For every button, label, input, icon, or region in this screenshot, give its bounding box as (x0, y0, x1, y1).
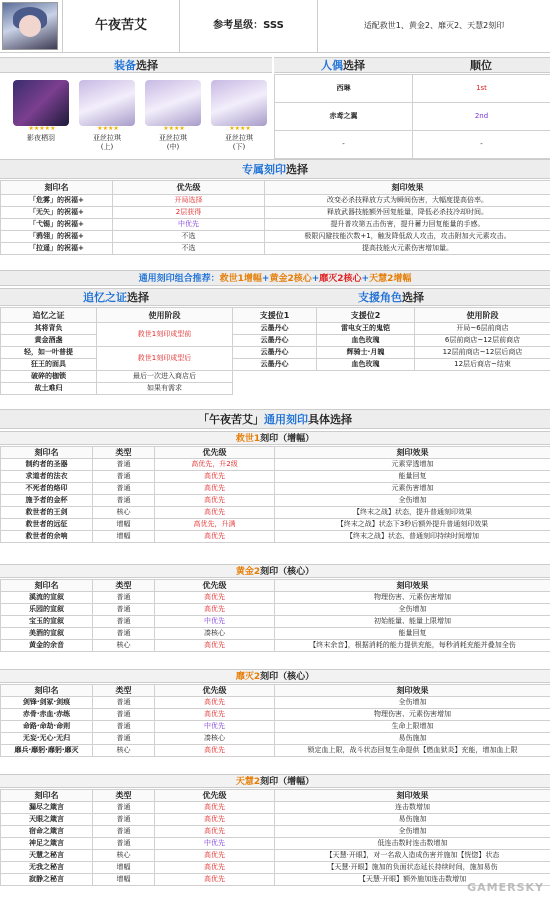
imprint-effect: 连击数增加 (275, 802, 550, 814)
col-header: 刻印名 (1, 790, 93, 802)
exclusive-effect: 提高技能火元素伤害增加量。 (265, 243, 550, 255)
group-title-word: 刻印 (260, 672, 279, 682)
imprint-name: 漏尽之箴言 (1, 802, 93, 814)
imprint-effect: 元素穿透增加 (275, 459, 550, 471)
exclusive-priority: 中优先 (113, 219, 265, 231)
col-header: 优先级 (155, 580, 275, 592)
memory-name: 故土难归 (1, 383, 97, 395)
imprint-effect: 易伤施加 (275, 733, 550, 745)
imprint-name: 溪流的宣叙 (1, 592, 93, 604)
group-title (0, 564, 550, 578)
imprint-type: 普通 (93, 495, 155, 507)
exclusive-priority: 2层获得 (113, 207, 265, 219)
section-support-highlight: 支援角色 (358, 291, 402, 304)
section-support-suffix: 选择 (402, 291, 424, 304)
imprint-type: 普通 (93, 471, 155, 483)
imprint-effect: 【天慧·开眼】，对一名敌人造成伤害并施加【恍惚】状态 (275, 850, 550, 862)
imprint-effect: 锁定血上限，战斗状态回复生命提供【燃血狱炎】充能，增加血上限 (275, 745, 550, 757)
imprint-type: 增幅 (93, 874, 155, 886)
imprint-name: 救世者的王剑 (1, 507, 93, 519)
equipment-label: 影夜栖羽 (27, 134, 55, 142)
combo-plus: + (261, 274, 270, 284)
imprint-priority: 高优先 (155, 592, 275, 604)
exclusive-effect: 释放武器技能额外回复能量，降低必杀技冷却时间。 (265, 207, 550, 219)
imprint-effect: 初始能量、能量上限增加 (275, 616, 550, 628)
imprint-effect: 全伤增加 (275, 697, 550, 709)
combo-prefix: 通用刻印组合推荐： (138, 274, 220, 284)
memory-name: 破碎的枷锁 (1, 371, 97, 383)
imprint-effect: 元素伤害增加 (275, 483, 550, 495)
imprint-effect: 【天慧·开眼】额外施加连击数增加 (275, 874, 550, 886)
star-icons: ★★★★ (229, 125, 251, 132)
col-header: 使用阶段 (415, 308, 550, 323)
combo-plus: + (311, 274, 320, 284)
imprint-priority: 高优先 (155, 471, 275, 483)
imprint-effect: 【终末余音】，根据消耗的能力提供充能，每秒消耗充能并叠加全伤 (275, 640, 550, 652)
imprint-name: 剑锋·剑冢·剑痕 (1, 697, 93, 709)
doll-rank: - (413, 131, 550, 159)
section-general-highlight: 通用刻印 (264, 413, 308, 426)
doll-name: 西琳 (275, 75, 413, 103)
group-title (0, 774, 550, 788)
imprint-priority: 高优先 (155, 862, 275, 874)
imprint-type: 普通 (93, 604, 155, 616)
star-icons: ★★★★★ (28, 125, 56, 132)
imprint-effect: 全伤增加 (275, 826, 550, 838)
imprint-name: 宿命之箴言 (1, 826, 93, 838)
col-header: 类型 (93, 790, 155, 802)
group-title-type: （核心） (278, 567, 315, 577)
col-header: 刻印效果 (265, 181, 550, 195)
support-slot-1: 云墨丹心 (233, 347, 317, 359)
section-general-prefix: 「午夜苦艾」 (198, 413, 264, 426)
section-general-suffix: 具体选择 (308, 413, 352, 426)
col-header: 优先级 (113, 181, 265, 195)
group-title-highlight: 靡灭2 (235, 672, 261, 682)
imprint-type: 普通 (93, 483, 155, 495)
weapon-image (13, 80, 69, 126)
section-doll (274, 57, 412, 73)
imprint-effect: 物理伤害、元素伤害增加 (275, 709, 550, 721)
imprint-name: 制约者的圣器 (1, 459, 93, 471)
memory-table (0, 307, 233, 395)
support-slot-2: 血色玫瑰 (317, 335, 415, 347)
imprint-priority: 高优先 (155, 604, 275, 616)
col-header: 刻印效果 (275, 447, 550, 459)
col-header: 类型 (93, 685, 155, 697)
imprint-type: 普通 (93, 459, 155, 471)
combo-item: 天慧2增幅 (369, 274, 412, 284)
imprint-effect: 【终末之战】状态，提升普通刻印效果 (275, 507, 550, 519)
imprint-effect: 全伤增加 (275, 495, 550, 507)
section-exclusive (0, 159, 550, 179)
imprint-priority: 高优先 (155, 850, 275, 862)
col-header: 类型 (93, 447, 155, 459)
group-title-type: （增幅） (278, 434, 315, 444)
section-equip-highlight: 装备 (114, 59, 136, 72)
exclusive-priority: 开局选择 (113, 195, 265, 207)
imprint-name: 寂静之秘言 (1, 874, 93, 886)
combo-item: 黄金2核心 (269, 274, 312, 284)
col-header: 追忆之证 (1, 308, 97, 323)
col-header: 优先级 (155, 685, 275, 697)
doll-table (274, 74, 550, 159)
stigma-image (145, 80, 201, 126)
memory-stage: 救世1刻印成型后 (97, 347, 233, 371)
support-table (232, 307, 550, 371)
equipment-label: 亚丝拉琪 (中) (159, 134, 187, 151)
imprint-type: 核心 (93, 745, 155, 757)
imprint-effect: 能量回复 (275, 471, 550, 483)
imprint-type: 核心 (93, 850, 155, 862)
memory-name: 其将背负 (1, 323, 97, 335)
imprint-priority: 高优先 (155, 814, 275, 826)
group-table (0, 789, 550, 886)
exclusive-effect: 改变必杀技释放方式为瞬间伤害，大幅度提高倍率。 (265, 195, 550, 207)
imprint-name: 美酒的宣叙 (1, 628, 93, 640)
memory-stage: 最后一次进入商店后 (97, 371, 233, 383)
imprint-type: 普通 (93, 616, 155, 628)
combo-recommendation (0, 270, 550, 286)
exclusive-name: 「弋锡」的祝福+ (1, 219, 113, 231)
support-stage: 12层前商店~12层后商店 (415, 347, 550, 359)
col-header: 使用阶段 (97, 308, 233, 323)
support-slot-1: 云墨丹心 (233, 323, 317, 335)
imprint-priority: 高优先，升2级 (155, 459, 275, 471)
character-avatar (2, 2, 58, 50)
exclusive-priority: 不选 (113, 231, 265, 243)
stigma-image (79, 80, 135, 126)
star-rating: 参考星级：SSS (180, 0, 318, 52)
col-header: 刻印名 (1, 181, 113, 195)
imprint-name: 施予者的金杯 (1, 495, 93, 507)
memory-stage: 救世1刻印成型前 (97, 323, 233, 347)
imprint-effect: 低连击数时连击数增加 (275, 838, 550, 850)
support-slot-2: 血色玫瑰 (317, 359, 415, 371)
imprint-priority: 中优先 (155, 721, 275, 733)
section-equip (0, 57, 272, 73)
support-slot-2: 雷电女王的鬼铠 (317, 323, 415, 335)
col-header: 刻印效果 (275, 580, 550, 592)
col-header: 刻印名 (1, 447, 93, 459)
group-title-type: （增幅） (278, 777, 315, 787)
imprint-name: 命路·命劫·命则 (1, 721, 93, 733)
group-title-word: 刻印 (260, 567, 279, 577)
imprint-type: 增幅 (93, 531, 155, 543)
equipment-card (10, 76, 72, 156)
group-title-word: 刻印 (260, 434, 279, 444)
combo-item: 救世1增幅 (219, 274, 262, 284)
imprint-type: 普通 (93, 733, 155, 745)
imprint-priority: 高优先 (155, 826, 275, 838)
imprint-name: 救世者的远征 (1, 519, 93, 531)
imprint-type: 增幅 (93, 862, 155, 874)
equipment-card (76, 76, 138, 156)
section-general (0, 409, 550, 429)
imprint-type: 普通 (93, 721, 155, 733)
imprint-type: 增幅 (93, 519, 155, 531)
section-equip-suffix: 选择 (136, 59, 158, 72)
exclusive-effect: 极限闪避技能次数+1，触发降低敌人攻击，攻击附加火元素攻击。 (265, 231, 550, 243)
group-title-highlight: 黄金2 (235, 567, 261, 577)
group-title-word: 刻印 (260, 777, 279, 787)
section-memory-suffix: 选择 (127, 291, 149, 304)
imprint-type: 普通 (93, 826, 155, 838)
imprint-effect: 能量回复 (275, 628, 550, 640)
imprint-effect: 【天慧·开眼】施加的负面状态延长持续时间，施加易伤 (275, 862, 550, 874)
doll-name: 赤鸢之翼 (275, 103, 413, 131)
exclusive-name: 「危雾」的祝福+ (1, 195, 113, 207)
imprint-priority: 中优先 (155, 616, 275, 628)
group-title-highlight: 天慧2 (235, 777, 261, 787)
imprint-name: 宝玉的宣叙 (1, 616, 93, 628)
imprint-name: 天眼之箴言 (1, 814, 93, 826)
col-header: 优先级 (155, 447, 275, 459)
imprint-effect: 生命上限增加 (275, 721, 550, 733)
imprint-effect: 物理伤害、元素伤害增加 (275, 592, 550, 604)
combo-plus: + (361, 274, 370, 284)
imprint-type: 普通 (93, 709, 155, 721)
col-header: 刻印效果 (275, 790, 550, 802)
imprint-name: 救世者的余响 (1, 531, 93, 543)
exclusive-priority: 不选 (113, 243, 265, 255)
imprint-type: 核心 (93, 507, 155, 519)
imprint-name: 求道者的法衣 (1, 471, 93, 483)
section-doll-highlight: 人偶 (321, 59, 343, 72)
group-title (0, 669, 550, 683)
imprint-priority: 高优先，升满 (155, 519, 275, 531)
imprint-priority: 高优先 (155, 709, 275, 721)
header (0, 0, 550, 53)
character-name: 午夜苦艾 (62, 0, 180, 52)
equipment-label: 亚丝拉琪 (上) (93, 134, 121, 151)
imprint-name: 天慧之秘言 (1, 850, 93, 862)
group-title-type: （核心） (278, 672, 315, 682)
combo-item: 靡灭2核心 (319, 274, 362, 284)
group-title (0, 431, 550, 445)
imprint-priority: 高优先 (155, 495, 275, 507)
equipment-label: 亚丝拉琪 (下) (225, 134, 253, 151)
memory-name: 轻，如一叶普提 (1, 347, 97, 359)
watermark: GAMERSKY (467, 881, 544, 894)
section-doll-suffix: 选择 (343, 59, 365, 72)
fit-imprints: 适配救世1、黄金2、靡灭2、天慧2刻印 (363, 21, 505, 30)
imprint-type: 普通 (93, 628, 155, 640)
support-stage: 12层后商店~结束 (415, 359, 550, 371)
imprint-name: 黄金的余音 (1, 640, 93, 652)
exclusive-name: 「鸦翎」的祝福+ (1, 231, 113, 243)
section-support (232, 288, 550, 306)
imprint-name: 赤骨·赤血·赤练 (1, 709, 93, 721)
star-icons: ★★★★ (163, 125, 185, 132)
memory-name: 狂王的面具 (1, 359, 97, 371)
col-header: 刻印名 (1, 685, 93, 697)
equipment-card (208, 76, 270, 156)
imprint-priority: 中优先 (155, 838, 275, 850)
exclusive-name: 「拉遥」的祝福+ (1, 243, 113, 255)
doll-rank: 1st (413, 75, 550, 103)
exclusive-table (0, 180, 550, 255)
imprint-type: 核心 (93, 640, 155, 652)
doll-rank: 2nd (413, 103, 550, 131)
col-header: 刻印效果 (275, 685, 550, 697)
imprint-priority: 高优先 (155, 874, 275, 886)
col-header: 刻印名 (1, 580, 93, 592)
section-exclusive-highlight: 专属刻印 (242, 163, 286, 176)
group-title-highlight: 救世1 (235, 434, 261, 444)
imprint-priority: 高优先 (155, 507, 275, 519)
section-memory-highlight: 追忆之证 (83, 291, 127, 304)
support-stage: 6层前商店~12层前商店 (415, 335, 550, 347)
imprint-type: 普通 (93, 802, 155, 814)
doll-name: - (275, 131, 413, 159)
exclusive-name: 「无矢」的祝福+ (1, 207, 113, 219)
imprint-priority: 高优先 (155, 640, 275, 652)
col-header: 支援位1 (233, 308, 317, 323)
group-table (0, 579, 550, 652)
support-stage: 开局~6层前商店 (415, 323, 550, 335)
imprint-name: 无我之秘言 (1, 862, 93, 874)
imprint-type: 普通 (93, 697, 155, 709)
imprint-effect: 易伤施加 (275, 814, 550, 826)
imprint-type: 普通 (93, 838, 155, 850)
group-table (0, 446, 550, 543)
imprint-priority: 高优先 (155, 483, 275, 495)
imprint-name: 靡兵·靡躬·靡躬·靡灭 (1, 745, 93, 757)
stigma-image (211, 80, 267, 126)
col-header: 优先级 (155, 790, 275, 802)
imprint-priority: 凑核心 (155, 628, 275, 640)
avatar-face (19, 15, 41, 37)
star-icons: ★★★★ (97, 125, 119, 132)
equipment-card (142, 76, 204, 156)
imprint-priority: 凑核心 (155, 733, 275, 745)
support-slot-1: 云墨丹心 (233, 359, 317, 371)
group-table (0, 684, 550, 757)
equipment-row (0, 74, 272, 158)
support-slot-1: 云墨丹心 (233, 335, 317, 347)
imprint-effect: 【终末之战】状态、普通刻印持续时间增加 (275, 531, 550, 543)
imprint-priority: 高优先 (155, 745, 275, 757)
imprint-name: 神足之箴言 (1, 838, 93, 850)
memory-name: 黄金酒盏 (1, 335, 97, 347)
imprint-name: 不死者的烙印 (1, 483, 93, 495)
imprint-priority: 高优先 (155, 802, 275, 814)
imprint-name: 无妄·无心·无归 (1, 733, 93, 745)
imprint-type: 普通 (93, 592, 155, 604)
memory-stage: 如果有需求 (97, 383, 233, 395)
col-header: 支援位2 (317, 308, 415, 323)
imprint-name: 乐园的宣叙 (1, 604, 93, 616)
imprint-priority: 高优先 (155, 697, 275, 709)
imprint-effect: 【终末之战】状态下3秒后额外提升普通刻印效果 (275, 519, 550, 531)
exclusive-effect: 提升普攻第五击伤害，提升蓄力回复能量的手感。 (265, 219, 550, 231)
support-slot-2: 辉骑士·月魄 (317, 347, 415, 359)
rank-header: 顺位 (412, 57, 550, 73)
section-exclusive-suffix: 选择 (286, 163, 308, 176)
imprint-type: 普通 (93, 814, 155, 826)
imprint-effect: 全伤增加 (275, 604, 550, 616)
imprint-priority: 高优先 (155, 531, 275, 543)
section-memory (0, 288, 232, 306)
col-header: 类型 (93, 580, 155, 592)
